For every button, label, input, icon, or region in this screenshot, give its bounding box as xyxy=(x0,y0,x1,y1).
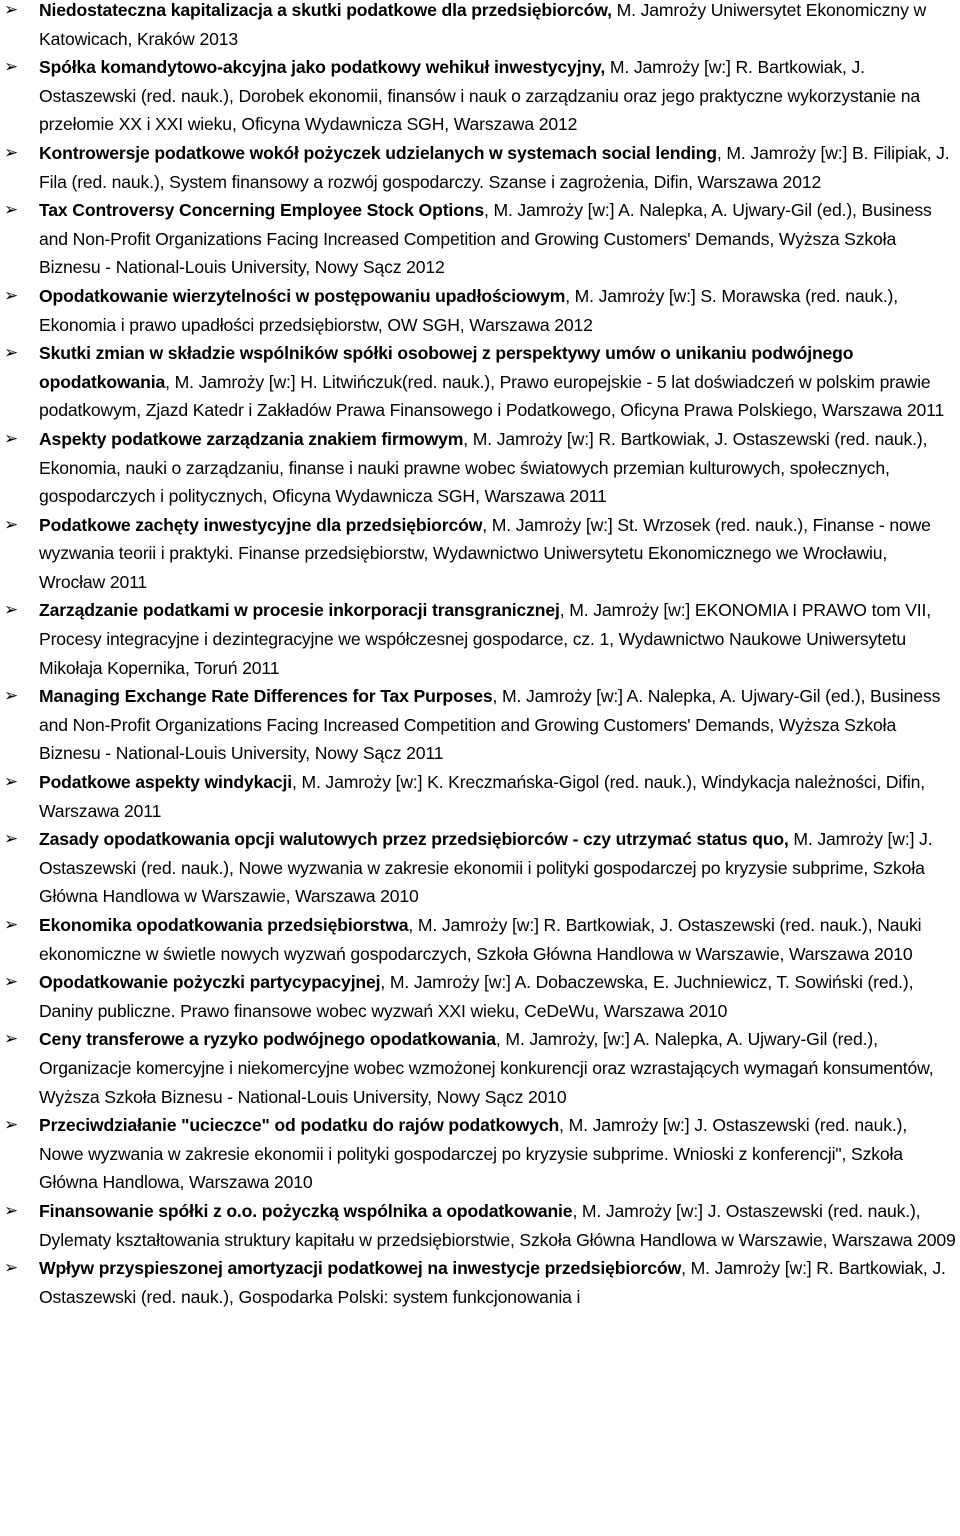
publication-item xyxy=(0,511,960,597)
publication-item xyxy=(0,196,960,282)
arrowhead-bullet-icon: ➢ xyxy=(4,1200,19,1221)
publication-item xyxy=(0,1111,960,1197)
arrowhead-bullet-icon: ➢ xyxy=(4,772,19,793)
publication-title: Opodatkowanie wierzytelności w postępowaniu upadłościowym xyxy=(39,285,566,306)
publication-details: , M. Jamroży [w:] St. Wrzosek (red. nauk.), Finanse - nowe wyzwania teorii i praktyki. Finanse przedsiębiorstw, Wydawnictwo Uniwersytetu Ekonomicznego we Wrocławiu, Wrocław 2011 xyxy=(39,514,931,592)
publication-details: , M. Jamroży [w:] A. Nalepka, A. Ujwary-Gil (ed.), Business and Non-Profit Organizations Facing Increased Competition and Growing Customers' Demands, Wyższa Szkoła Biznesu - National-Louis University, Nowy Sącz 2011 xyxy=(39,686,941,764)
publication-title: Przeciwdziałanie "ucieczce" od podatku do rajów podatkowych xyxy=(39,1115,560,1136)
publication-details: , M. Jamroży [w:] A. Nalepka, A. Ujwary-Gil (ed.), Business and Non-Profit Organizations Facing Increased Competition and Growing Customers' Demands, Wyższa Szkoła Biznesu - National-Louis University, Nowy Sącz 2012 xyxy=(39,200,932,278)
arrowhead-bullet-icon: ➢ xyxy=(4,972,19,993)
publication-item xyxy=(0,968,960,1025)
arrowhead-bullet-icon: ➢ xyxy=(4,1258,19,1279)
publication-details: , M. Jamroży [w:] J. Ostaszewski (red. nauk.), Dylematy kształtowania struktury kapitału w przedsiębiorstwie, Szkoła Główna Handlowa w Warszawie, Warszawa 2009 xyxy=(39,1200,956,1250)
publication-title: Podatkowe zachęty inwestycyjne dla przedsiębiorców xyxy=(39,514,483,535)
publication-item xyxy=(0,596,960,682)
publication-details: , M. Jamroży [w:] A. Dobaczewska, E. Juchniewicz, T. Sowiński (red.), Daniny publiczne. Prawo finansowe wobec wyzwań XXI wieku, CeDeWu, Warszawa 2010 xyxy=(39,972,914,1021)
publication-details: , M. Jamroży [w:] R. Bartkowiak, J. Ostaszewski (red. nauk.), Gospodarka Polski: system funkcjonowania i xyxy=(39,1258,946,1307)
publication-title: Zasady opodatkowania opcji walutowych przez przedsiębiorców - czy utrzymać status quo, xyxy=(39,829,789,850)
publication-item xyxy=(0,53,960,139)
arrowhead-bullet-icon: ➢ xyxy=(4,514,19,535)
publication-title: Ceny transferowe a ryzyko podwójnego opodatkowania xyxy=(39,1029,496,1050)
arrowhead-bullet-icon: ➢ xyxy=(4,200,19,221)
publication-item xyxy=(0,339,960,425)
publication-details: M. Jamroży [w:] R. Bartkowiak, J. Ostaszewski (red. nauk.), Dorobek ekonomii, finansów i nauk o zarządzaniu oraz jego praktyczne wykorzystanie na przełomie XX i XXI wieku, Oficyna Wydawnicza SGH, Warszawa 2012 xyxy=(39,57,921,135)
publication-item xyxy=(0,911,960,968)
publication-item xyxy=(0,1197,960,1254)
publication-details: , M. Jamroży [w:] R. Bartkowiak, J. Ostaszewski (red. nauk.), Ekonomia, nauki o zarządzaniu, finanse i nauki prawne wobec światowych przemian kulturowych, społecznych, gospodarczych i politycznych, Oficyna Wydawnicza SGH, Warszawa 2011 xyxy=(39,428,928,507)
publication-details: , M. Jamroży, [w:] A. Nalepka, A. Ujwary-Gil (red.), Organizacje komercyjne i niekomercyjne wobec wzmożonej konkurencji oraz wzrastających wymagań konsumentów, Wyższa Szkoła Biznesu - National-Louis University, Nowy Sącz 2010 xyxy=(39,1029,934,1107)
publication-details: M. Jamroży [w:] J. Ostaszewski (red. nauk.), Nowe wyzwania w zakresie ekonomii i polityki gospodarczej po kryzysie subprime, Szkoła Główna Handlowa w Warszawie, Warszawa 2010 xyxy=(39,829,933,907)
publication-details: , M. Jamroży [w:] H. Litwińczuk(red. nauk.), Prawo europejskie - 5 lat doświadczeń w polskim prawie podatkowym, Zjazd Katedr i Zakładów Prawa Finansowego i Podatkowego, Oficyna Prawa Polskiego, Warszawa 2011 xyxy=(39,371,945,421)
arrowhead-bullet-icon: ➢ xyxy=(4,0,19,20)
arrowhead-bullet-icon: ➢ xyxy=(4,915,19,935)
arrowhead-bullet-icon: ➢ xyxy=(4,343,19,364)
arrowhead-bullet-icon: ➢ xyxy=(4,1029,19,1050)
publication-title: Finansowanie spółki z o.o. pożyczką wspólnika a opodatkowanie xyxy=(39,1200,573,1221)
publication-item xyxy=(0,282,960,339)
publication-item xyxy=(0,682,960,768)
publication-item xyxy=(0,768,960,825)
publication-title: Opodatkowanie pożyczki partycypacyjnej xyxy=(39,972,381,993)
publication-title: Niedostateczna kapitalizacja a skutki podatkowe dla przedsiębiorców, xyxy=(39,0,612,20)
arrowhead-bullet-icon: ➢ xyxy=(4,57,19,78)
publication-title: Ekonomika opodatkowania przedsiębiorstwa xyxy=(39,915,409,935)
publication-details: , M. Jamroży [w:] K. Kreczmańska-Gigol (red. nauk.), Windykacja należności, Difin, Warszawa 2011 xyxy=(39,772,925,821)
publication-item xyxy=(0,425,960,511)
publication-details: , M. Jamroży [w:] S. Morawska (red. nauk.), Ekonomia i prawo upadłości przedsiębiorstw, OW SGH, Warszawa 2012 xyxy=(39,285,899,335)
publication-title: Skutki zmian w składzie wspólników spółki osobowej z perspektywy umów o unikaniu podwójnego opodatkowania xyxy=(39,343,854,392)
arrowhead-bullet-icon: ➢ xyxy=(4,686,19,707)
publication-title: Spółka komandytowo-akcyjna jako podatkowy wehikuł inwestycyjny, xyxy=(39,57,606,78)
publication-details: , M. Jamroży [w:] EKONOMIA I PRAWO tom VII, Procesy integracyjne i dezintegracyjne we współczesnej gospodarce, cz. 1, Wydawnictwo Naukowe Uniwersytetu Mikołaja Kopernika, Toruń 2011 xyxy=(39,600,931,678)
publication-item xyxy=(0,1025,960,1111)
arrowhead-bullet-icon: ➢ xyxy=(4,829,19,850)
publication-title: Wpływ przyspieszonej amortyzacji podatkowej na inwestycje przedsiębiorców xyxy=(39,1258,682,1279)
publication-details: , M. Jamroży [w:] R. Bartkowiak, J. Ostaszewski (red. nauk.), Nauki ekonomiczne w świetle nowych wyzwań gospodarczych, Szkoła Główna Handlowa w Warszawie, Warszawa 2010 xyxy=(39,915,922,964)
publication-item xyxy=(0,825,960,911)
publication-title: Podatkowe aspekty windykacji xyxy=(39,772,292,793)
arrowhead-bullet-icon: ➢ xyxy=(4,142,19,163)
publication-item xyxy=(0,139,960,196)
publication-details: , M. Jamroży [w:] J. Ostaszewski (red. nauk.), Nowe wyzwania w zakresie ekonomii i polityki gospodarczej po kryzysie subprime. Wnioski z konferencji", Szkoła Główna Handlowa, Warszawa 2010 xyxy=(39,1115,908,1193)
publication-title: Managing Exchange Rate Differences for Tax Purposes xyxy=(39,686,493,707)
arrowhead-bullet-icon: ➢ xyxy=(4,600,19,621)
publication-item xyxy=(0,1254,960,1311)
publication-title: Zarządzanie podatkami w procesie inkorporacji transgranicznej xyxy=(39,600,560,621)
publication-title: Aspekty podatkowe zarządzania znakiem firmowym xyxy=(39,428,464,449)
publication-details: , M. Jamroży [w:] B. Filipiak, J. Fila (red. nauk.), System finansowy a rozwój gospodarczy. Szanse i zagrożenia, Difin, Warszawa 2012 xyxy=(39,142,950,192)
arrowhead-bullet-icon: ➢ xyxy=(4,285,19,306)
publication-title: Tax Controversy Concerning Employee Stock Options xyxy=(39,200,484,221)
publication-details: M. Jamroży Uniwersytet Ekonomiczny w Katowicach, Kraków 2013 xyxy=(39,0,927,49)
arrowhead-bullet-icon: ➢ xyxy=(4,1115,19,1136)
arrowhead-bullet-icon: ➢ xyxy=(4,428,19,449)
publication-item xyxy=(0,0,960,53)
publication-title: Kontrowersje podatkowe wokół pożyczek udzielanych w systemach social lending xyxy=(39,142,717,163)
